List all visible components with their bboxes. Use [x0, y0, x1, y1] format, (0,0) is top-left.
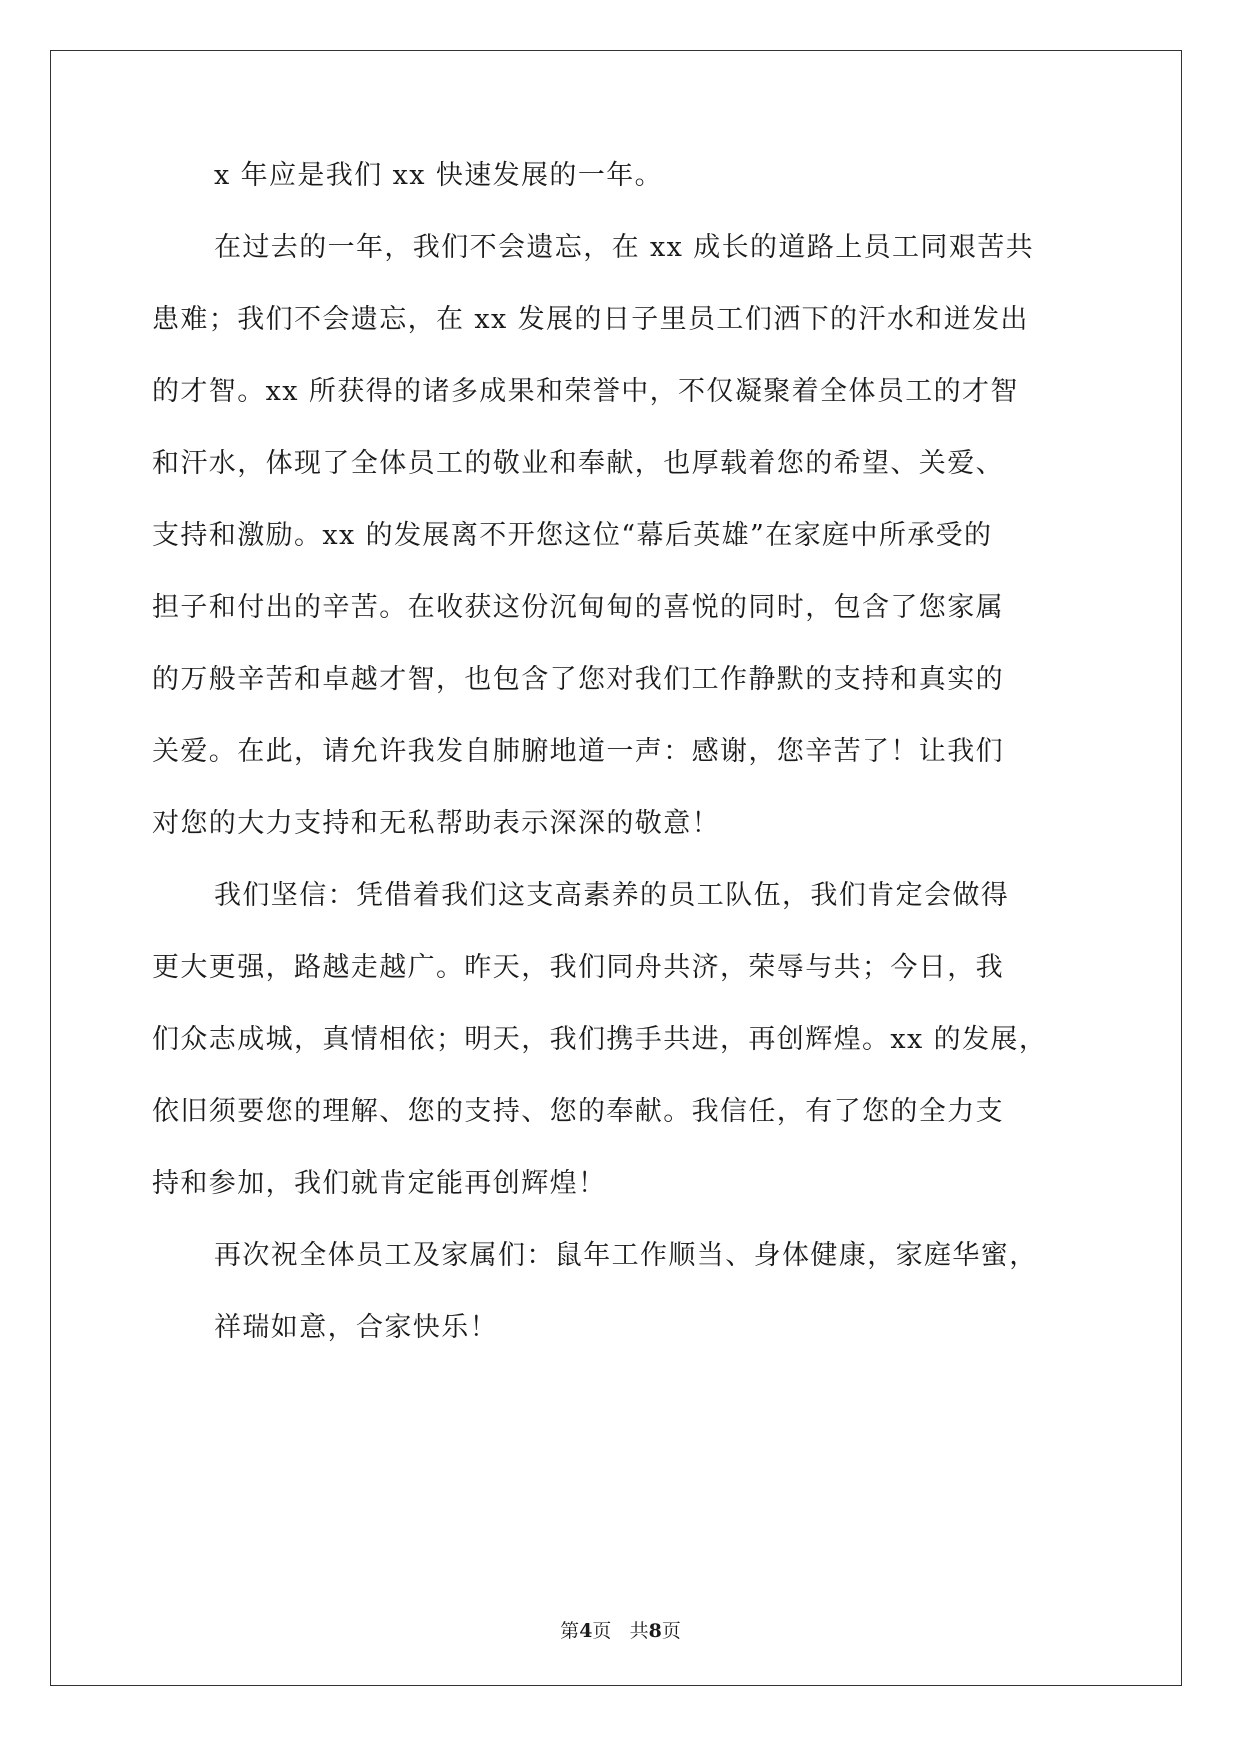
total-pages: 8 — [648, 1620, 662, 1642]
paragraph-line: 和汗水，体现了全体员工的敬业和奉献，也厚载着您的希望、关爱、 — [152, 448, 1004, 479]
page-border — [50, 50, 1182, 1686]
paragraph-line: 患难；我们不会遗忘，在 xx 发展的日子里员工们洒下的汗水和迸发出 — [152, 304, 1029, 335]
paragraph-line: 担子和付出的辛苦。在收获这份沉甸甸的喜悦的同时，包含了您家属 — [152, 592, 1004, 623]
paragraph-line: 的才智。xx 所获得的诸多成果和荣誉中，不仅凝聚着全体员工的才智 — [152, 376, 1019, 407]
paragraph-line: 对您的大力支持和无私帮助表示深深的敬意！ — [152, 808, 720, 839]
paragraph-line: 更大更强，路越走越广。昨天，我们同舟共济，荣辱与共；今日，我 — [152, 952, 1004, 983]
paragraph-line: 关爱。在此，请允许我发自肺腑地道一声：感谢，您辛苦了！让我们 — [152, 736, 1004, 767]
total-suffix: 页 — [661, 1620, 681, 1642]
paragraph-line: 再次祝全体员工及家属们：鼠年工作顺当、身体健康，家庭华蜜， — [214, 1240, 1038, 1271]
paragraph-line: 在过去的一年，我们不会遗忘，在 xx 成长的道路上员工同艰苦共 — [214, 232, 1035, 263]
page-suffix: 页 — [592, 1620, 612, 1642]
page-footer — [0, 1616, 1241, 1643]
paragraph-line: 支持和激励。xx 的发展离不开您这位“幕后英雄”在家庭中所承受的 — [152, 520, 993, 551]
paragraph-line: x 年应是我们 xx 快速发展的一年。 — [214, 160, 664, 191]
paragraph-line: 依旧须要您的理解、您的支持、您的奉献。我信任，有了您的全力支 — [152, 1096, 1004, 1127]
paragraph-line: 持和参加，我们就肯定能再创辉煌！ — [152, 1168, 607, 1199]
paragraph-line: 我们坚信：凭借着我们这支高素养的员工队伍，我们肯定会做得 — [214, 880, 1010, 911]
paragraph-line: 祥瑞如意，合家快乐！ — [214, 1312, 498, 1343]
paragraph-line: 的万般辛苦和卓越才智，也包含了您对我们工作静默的支持和真实的 — [152, 664, 1004, 695]
paragraph-line: 们众志成城，真情相依；明天，我们携手共进，再创辉煌。xx 的发展， — [152, 1024, 1048, 1055]
total-prefix: 共 — [629, 1620, 649, 1642]
page-prefix: 第 — [560, 1620, 580, 1642]
page-number: 4 — [579, 1620, 593, 1642]
